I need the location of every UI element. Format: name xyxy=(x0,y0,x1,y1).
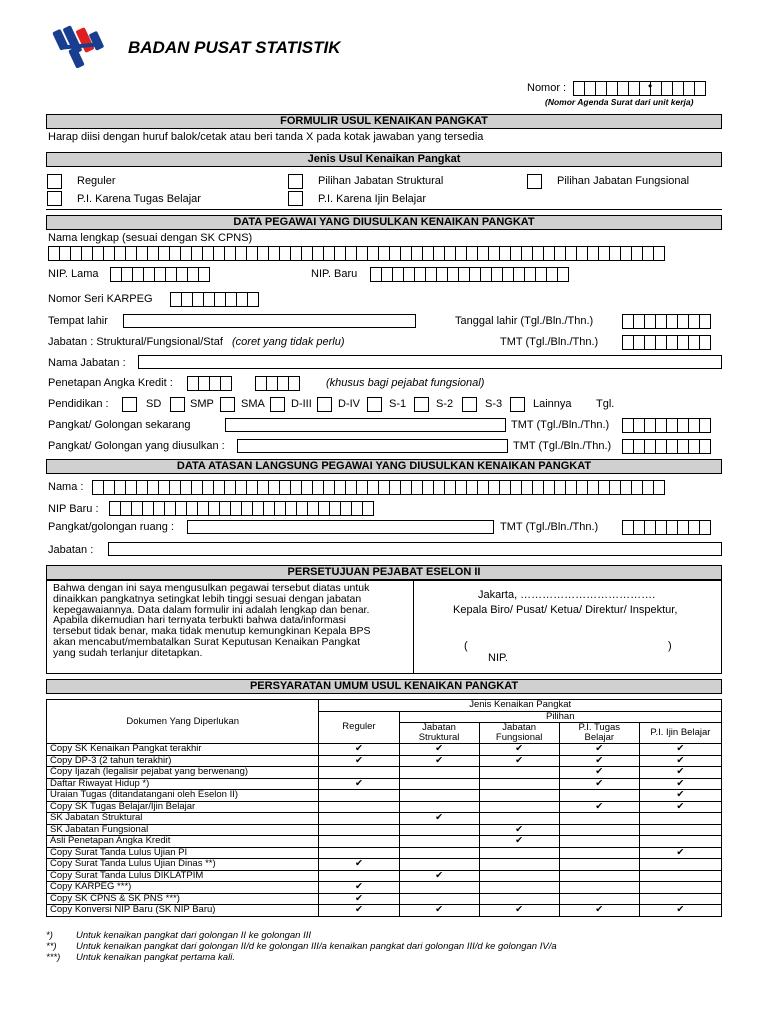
persetujuan-nip: NIP. xyxy=(488,652,508,664)
tmt-jabatan-label: TMT (Tgl./Bln./Thn.) xyxy=(500,336,599,348)
doc-cell: Copy Ijazah (legalisir pejabat yang berwenang) xyxy=(47,767,319,779)
empty-cell xyxy=(399,778,479,790)
nip-lama-boxes[interactable] xyxy=(110,267,209,282)
org-name: BADAN PUSAT STATISTIK xyxy=(128,38,341,57)
pegawai-title: DATA PEGAWAI YANG DIUSULKAN KENAIKAN PANGKAT xyxy=(46,215,722,230)
paren-open: ( xyxy=(464,640,468,652)
persyaratan-table xyxy=(46,699,722,917)
doc-cell: Copy SK CPNS & SK PNS ***) xyxy=(47,893,319,905)
empty-cell xyxy=(479,790,559,802)
angka-kredit-note: (khusus bagi pejabat fungsional) xyxy=(326,377,485,389)
check-icon: ✔ xyxy=(479,744,559,756)
paren-close: ) xyxy=(668,640,672,652)
empty-cell xyxy=(479,767,559,779)
empty-cell xyxy=(559,813,639,825)
tugas-belajar-checkbox[interactable] xyxy=(47,191,62,206)
check-icon: ✔ xyxy=(559,905,639,917)
pangkat-diusulkan-field[interactable] xyxy=(237,439,508,453)
empty-cell xyxy=(559,882,639,894)
empty-cell xyxy=(319,847,399,859)
nomor-boxes[interactable] xyxy=(573,81,705,96)
check-icon: ✔ xyxy=(479,755,559,767)
char-box[interactable] xyxy=(557,267,569,282)
atasan-jabatan-label: Jabatan : xyxy=(48,544,94,556)
empty-cell xyxy=(319,836,399,848)
nip-baru-label: NIP. Baru xyxy=(311,268,358,280)
angka-kredit-boxes-2[interactable] xyxy=(255,376,299,391)
atasan-tmt-boxes[interactable] xyxy=(622,520,710,535)
table-row xyxy=(47,870,722,882)
tmt-sekarang-boxes[interactable] xyxy=(622,418,710,433)
empty-cell xyxy=(639,882,721,894)
pangkat-sekarang-label: Pangkat/ Golongan sekarang xyxy=(48,419,191,431)
karpeg-label: Nomor Seri KARPEG xyxy=(48,293,153,305)
table-row xyxy=(47,813,722,825)
check-icon: ✔ xyxy=(319,778,399,790)
atasan-pangkat-field[interactable] xyxy=(187,520,494,534)
persetujuan-place: Jakarta, ………………………………. xyxy=(478,589,656,601)
sd-label: SD xyxy=(146,398,162,410)
d4-checkbox[interactable] xyxy=(317,397,332,412)
ijin-belajar-checkbox[interactable] xyxy=(288,191,303,206)
char-box[interactable] xyxy=(653,480,665,495)
form-instruction: Harap diisi dengan huruf balok/cetak atau beri tanda X pada kotak jawaban yang tersedia xyxy=(48,131,484,143)
angka-kredit-boxes-1[interactable] xyxy=(187,376,231,391)
table-row xyxy=(47,824,722,836)
check-icon: ✔ xyxy=(639,790,721,802)
check-icon: ✔ xyxy=(479,824,559,836)
empty-cell xyxy=(399,801,479,813)
nama-jabatan-field[interactable] xyxy=(138,355,722,369)
empty-cell xyxy=(399,767,479,779)
pendidikan-label: Pendidikan : xyxy=(48,398,109,410)
doc-cell: Daftar Riwayat Hidup *) xyxy=(47,778,319,790)
sma-checkbox[interactable] xyxy=(220,397,235,412)
empty-cell xyxy=(399,824,479,836)
empty-cell xyxy=(559,847,639,859)
s2-label: S-2 xyxy=(436,398,454,410)
table-row xyxy=(47,801,722,813)
check-icon: ✔ xyxy=(639,755,721,767)
atasan-tmt-label: TMT (Tgl./Bln./Thn.) xyxy=(500,521,599,533)
char-box[interactable] xyxy=(288,376,300,391)
jenis-header: Jenis Kenaikan Pangkat xyxy=(319,700,722,712)
tgl-label: Tgl. xyxy=(596,398,615,410)
persetujuan-signer: Kepala Biro/ Pusat/ Ketua/ Direktur/ Inspektur, xyxy=(453,604,678,616)
lainnya-checkbox[interactable] xyxy=(510,397,525,412)
empty-cell xyxy=(479,801,559,813)
reguler-label: Reguler xyxy=(77,175,116,187)
smp-label: SMP xyxy=(190,398,214,410)
ijin-belajar-label: P.I. Karena Ijin Belajar xyxy=(318,193,427,205)
empty-cell xyxy=(479,870,559,882)
sd-checkbox[interactable] xyxy=(122,397,137,412)
persetujuan-divider xyxy=(413,580,414,674)
atasan-jabatan-field[interactable] xyxy=(108,542,722,556)
nip-lama-label: NIP. Lama xyxy=(48,268,99,280)
table-row xyxy=(47,882,722,894)
empty-cell xyxy=(559,859,639,871)
empty-cell xyxy=(559,824,639,836)
check-icon: ✔ xyxy=(399,813,479,825)
table-row xyxy=(47,893,722,905)
empty-cell xyxy=(479,778,559,790)
pangkat-diusulkan-label: Pangkat/ Golongan yang diusulkan : xyxy=(48,440,225,452)
tmt-sekarang-label: TMT (Tgl./Bln./Thn.) xyxy=(511,419,610,431)
doc-cell: Copy SK Kenaikan Pangkat terakhir xyxy=(47,744,319,756)
empty-cell xyxy=(399,859,479,871)
check-icon: ✔ xyxy=(319,905,399,917)
doc-cell: Copy SK Tugas Belajar/Ijin Belajar xyxy=(47,801,319,813)
doc-cell: Copy KARPEG ***) xyxy=(47,882,319,894)
d3-checkbox[interactable] xyxy=(270,397,285,412)
atasan-nama-boxes[interactable] xyxy=(92,480,664,495)
char-box[interactable] xyxy=(362,501,374,516)
struktural-label: Pilihan Jabatan Struktural xyxy=(318,175,444,187)
doc-cell: Copy Konversi NIP Baru (SK NIP Baru) xyxy=(47,905,319,917)
nip-baru-boxes[interactable] xyxy=(370,267,568,282)
tmt-jabatan-boxes[interactable] xyxy=(622,335,710,350)
s1-checkbox[interactable] xyxy=(367,397,382,412)
atasan-pangkat-label: Pangkat/golongan ruang : xyxy=(48,521,174,533)
doc-cell: Uraian Tugas (ditandatangani oleh Eselon II) xyxy=(47,790,319,802)
check-icon: ✔ xyxy=(399,755,479,767)
doc-cell: Copy Surat Tanda Lulus Ujian PI xyxy=(47,847,319,859)
check-icon: ✔ xyxy=(639,767,721,779)
empty-cell xyxy=(399,836,479,848)
table-row xyxy=(47,755,722,767)
empty-cell xyxy=(319,801,399,813)
tmt-diusulkan-label: TMT (Tgl./Bln./Thn.) xyxy=(513,440,612,452)
lainnya-label: Lainnya xyxy=(533,398,572,410)
atasan-nip-boxes[interactable] xyxy=(109,501,373,516)
table-row xyxy=(47,905,722,917)
check-icon: ✔ xyxy=(479,905,559,917)
check-icon: ✔ xyxy=(559,744,639,756)
check-icon: ✔ xyxy=(319,882,399,894)
tempat-lahir-label: Tempat lahir xyxy=(48,315,108,327)
smp-checkbox[interactable] xyxy=(170,397,185,412)
check-icon: ✔ xyxy=(639,847,721,859)
s3-label: S-3 xyxy=(485,398,503,410)
nomor-note: (Nomor Agenda Surat dari unit kerja) xyxy=(545,97,694,107)
atasan-title: DATA ATASAN LANGSUNG PEGAWAI YANG DIUSULKAN KENAIKAN PANGKAT xyxy=(46,459,722,474)
check-icon: ✔ xyxy=(319,859,399,871)
char-box[interactable] xyxy=(220,376,232,391)
empty-cell xyxy=(479,893,559,905)
table-row xyxy=(47,744,722,756)
jabatan-note: (coret yang tidak perlu) xyxy=(232,336,345,348)
s1-label: S-1 xyxy=(389,398,407,410)
atasan-nama-label: Nama : xyxy=(48,481,84,493)
nomor-label: Nomor : xyxy=(527,82,567,94)
atasan-nip-label: NIP Baru : xyxy=(48,503,99,515)
divider xyxy=(46,209,722,210)
tanggal-lahir-boxes[interactable] xyxy=(622,314,710,329)
char-box[interactable] xyxy=(699,314,711,329)
d3-label: D-III xyxy=(291,398,312,410)
doc-cell: Copy DP-3 (2 tahun terakhir) xyxy=(47,755,319,767)
reguler-checkbox[interactable] xyxy=(47,174,62,189)
s2-checkbox[interactable] xyxy=(414,397,429,412)
empty-cell xyxy=(399,882,479,894)
char-box[interactable] xyxy=(699,520,711,535)
check-icon: ✔ xyxy=(559,778,639,790)
table-row xyxy=(47,836,722,848)
empty-cell xyxy=(479,847,559,859)
col-struktural: Jabatan Struktural xyxy=(399,723,479,744)
check-icon: ✔ xyxy=(399,744,479,756)
check-icon: ✔ xyxy=(399,870,479,882)
empty-cell xyxy=(639,813,721,825)
sma-label: SMA xyxy=(241,398,265,410)
col-fungsional: Jabatan Fungsional xyxy=(479,723,559,744)
empty-cell xyxy=(319,824,399,836)
tugas-belajar-label: P.I. Karena Tugas Belajar xyxy=(77,193,201,205)
table-row xyxy=(47,767,722,779)
tempat-lahir-field[interactable] xyxy=(123,314,416,328)
nomor-dot: • xyxy=(648,79,653,93)
char-box[interactable] xyxy=(699,418,711,433)
persetujuan-statement: Bahwa dengan ini saya mengusulkan pegawai tersebut diatas untuk dinaikkan pangkatnya setingkat lebih tinggi sesuai dengan jabatan kepegawaiannya. Data dalam formulir ini adalah lengkap dan benar. Apabila dikemudian hari ternyata terbukti bahwa data/informasi tersebut tidak benar, maka tidak menutup kemungkinan Kepala BPS akan mencabut/membatalkan Surat Keputusan Kenaikan Pangkat yang sudah terlanjur ditetapkan. xyxy=(53,582,371,659)
empty-cell xyxy=(399,847,479,859)
table-row xyxy=(47,778,722,790)
empty-cell xyxy=(479,813,559,825)
fungsional-label: Pilihan Jabatan Fungsional xyxy=(557,175,690,187)
nama-jabatan-label: Nama Jabatan : xyxy=(48,357,126,369)
empty-cell xyxy=(399,893,479,905)
empty-cell xyxy=(319,870,399,882)
jabatan-label: Jabatan : Struktural/Fungsional/Staf xyxy=(48,336,223,348)
empty-cell xyxy=(559,893,639,905)
empty-cell xyxy=(559,836,639,848)
persyaratan-title: PERSYARATAN UMUM USUL KENAIKAN PANGKAT xyxy=(46,679,722,694)
check-icon: ✔ xyxy=(319,893,399,905)
char-box[interactable] xyxy=(699,439,711,454)
doc-header: Dokumen Yang Diperlukan xyxy=(47,700,319,744)
check-icon: ✔ xyxy=(399,905,479,917)
doc-cell: Copy Surat Tanda Lulus Ujian Dinas **) xyxy=(47,859,319,871)
col-tugas-belajar: P.I. Tugas Belajar xyxy=(559,723,639,744)
tmt-diusulkan-boxes[interactable] xyxy=(622,439,710,454)
persetujuan-title: PERSETUJUAN PEJABAT ESELON II xyxy=(46,565,722,580)
check-icon: ✔ xyxy=(559,801,639,813)
doc-cell: SK Jabatan Fungsional xyxy=(47,824,319,836)
empty-cell xyxy=(639,870,721,882)
table-row xyxy=(47,859,722,871)
fungsional-checkbox[interactable] xyxy=(527,174,542,189)
empty-cell xyxy=(399,790,479,802)
empty-cell xyxy=(639,893,721,905)
col-reguler: Reguler xyxy=(319,711,399,744)
s3-checkbox[interactable] xyxy=(462,397,477,412)
check-icon: ✔ xyxy=(639,744,721,756)
check-icon: ✔ xyxy=(559,767,639,779)
empty-cell xyxy=(639,859,721,871)
karpeg-boxes[interactable] xyxy=(170,292,258,307)
d4-label: D-IV xyxy=(338,398,360,410)
char-box[interactable] xyxy=(247,292,259,307)
angka-kredit-label: Penetapan Angka Kredit : xyxy=(48,377,173,389)
empty-cell xyxy=(319,767,399,779)
check-icon: ✔ xyxy=(639,778,721,790)
empty-cell xyxy=(559,790,639,802)
char-box[interactable] xyxy=(653,246,665,261)
check-icon: ✔ xyxy=(639,905,721,917)
pilihan-header: Pilihan xyxy=(399,711,722,723)
tanggal-lahir-label: Tanggal lahir (Tgl./Bln./Thn.) xyxy=(455,315,594,327)
empty-cell xyxy=(479,882,559,894)
pangkat-sekarang-field[interactable] xyxy=(225,418,506,432)
empty-cell xyxy=(639,824,721,836)
table-row xyxy=(47,790,722,802)
nama-lengkap-label: Nama lengkap (sesuai dengan SK CPNS) xyxy=(48,232,253,244)
jenis-title: Jenis Usul Kenaikan Pangkat xyxy=(46,152,722,167)
footnotes xyxy=(46,930,557,963)
footnote: *) Untuk kenaikan pangkat dari golongan II ke golongan III xyxy=(46,930,312,941)
char-box[interactable] xyxy=(198,267,210,282)
check-icon: ✔ xyxy=(319,755,399,767)
check-icon: ✔ xyxy=(479,836,559,848)
empty-cell xyxy=(319,790,399,802)
table-row xyxy=(47,847,722,859)
empty-cell xyxy=(639,836,721,848)
doc-cell: Copy Surat Tanda Lulus DIKLATPIM xyxy=(47,870,319,882)
doc-cell: Asli Penetapan Angka Kredit xyxy=(47,836,319,848)
empty-cell xyxy=(559,870,639,882)
form-title: FORMULIR USUL KENAIKAN PANGKAT xyxy=(46,114,722,129)
doc-cell: SK Jabatan Struktural xyxy=(47,813,319,825)
empty-cell xyxy=(479,859,559,871)
col-ijin-belajar: P.I. Ijin Belajar xyxy=(639,723,721,744)
nama-lengkap-boxes[interactable] xyxy=(48,246,664,261)
footnote: ***) Untuk kenaikan pangkat pertama kali. xyxy=(46,952,235,963)
struktural-checkbox[interactable] xyxy=(288,174,303,189)
char-box[interactable] xyxy=(699,335,711,350)
check-icon: ✔ xyxy=(639,801,721,813)
check-icon: ✔ xyxy=(559,755,639,767)
check-icon: ✔ xyxy=(319,744,399,756)
empty-cell xyxy=(319,813,399,825)
footnote: **) Untuk kenaikan pangkat dari golongan II/d ke golongan III/a kenaikan pangkat dari golongan III/d ke golongan IV/a xyxy=(46,941,557,952)
bps-logo xyxy=(48,22,116,72)
